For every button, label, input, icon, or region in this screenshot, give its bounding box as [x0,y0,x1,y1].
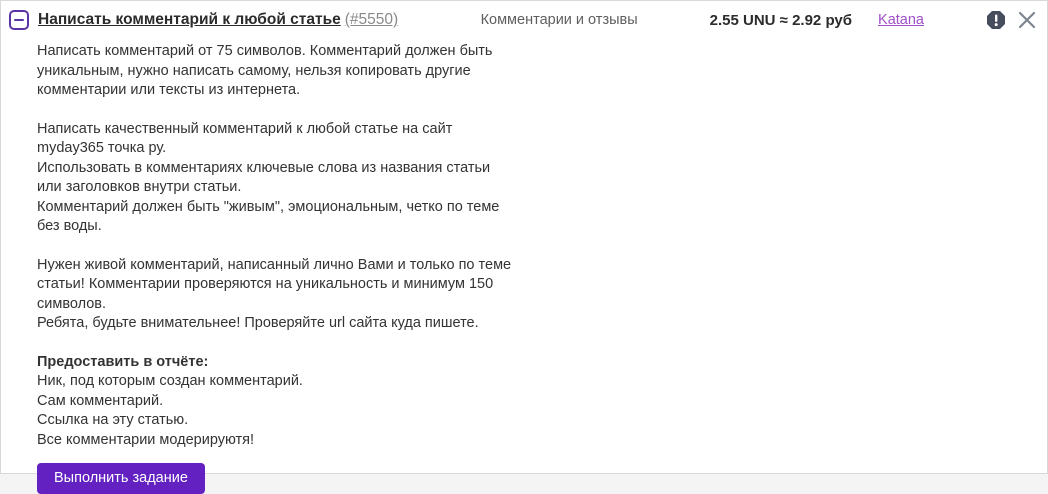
task-description [1,30,1047,450]
description-line: Нужен живой комментарий, написанный лично Вами и только по теме статьи! Комментарии проверяются на уникальность и минимум 150 символов. [37,256,512,312]
report-line: Ник, под которым создан комментарий. [37,373,303,389]
report-requirements-block [37,353,517,451]
description-line: Комментарий должен быть "живым", эмоциональным, четко по теме без воды. [37,198,500,234]
execute-task-button[interactable]: Выполнить задание [37,463,205,494]
description-block [37,42,517,101]
report-line: Сам комментарий. [37,392,164,409]
report-line: Ссылка на эту статью. [37,412,189,428]
task-title: Написать комментарий к любой статье [38,11,341,28]
task-owner-link[interactable]: Katana [878,12,924,28]
description-block [37,120,517,237]
collapse-minus-icon[interactable] [9,10,29,30]
task-title-link[interactable] [38,11,398,29]
minus-icon [14,19,24,21]
close-icon[interactable] [1017,10,1037,30]
exclamation-octagon-icon[interactable] [986,10,1006,30]
description-block [37,256,517,334]
task-category: Комментарии и отзывы [480,12,638,28]
description-line: Ребята, будьте внимательнее! Проверяйте url сайта куда пишете. [37,315,479,331]
report-line: Все комментарии модерируютя! [37,431,255,448]
description-line: Написать комментарий от 75 символов. Комментарий должен быть уникальным, нужно написать самому, нельзя копировать другие комментарии или тексты из интернета. [37,43,493,98]
description-line: Использовать в комментариях ключевые слова из названия статьи или заголовков внутри статьи. [37,159,491,195]
task-price: 2.55 UNU ≈ 2.92 руб [709,11,853,29]
report-heading: Предоставить в отчёте: [37,353,209,370]
description-line: Написать качественный комментарий к любой статье на сайт myday365 точка ру. [37,120,453,156]
task-footer [1,450,1047,494]
task-header [1,1,1047,30]
task-id: (#5550) [344,11,399,28]
